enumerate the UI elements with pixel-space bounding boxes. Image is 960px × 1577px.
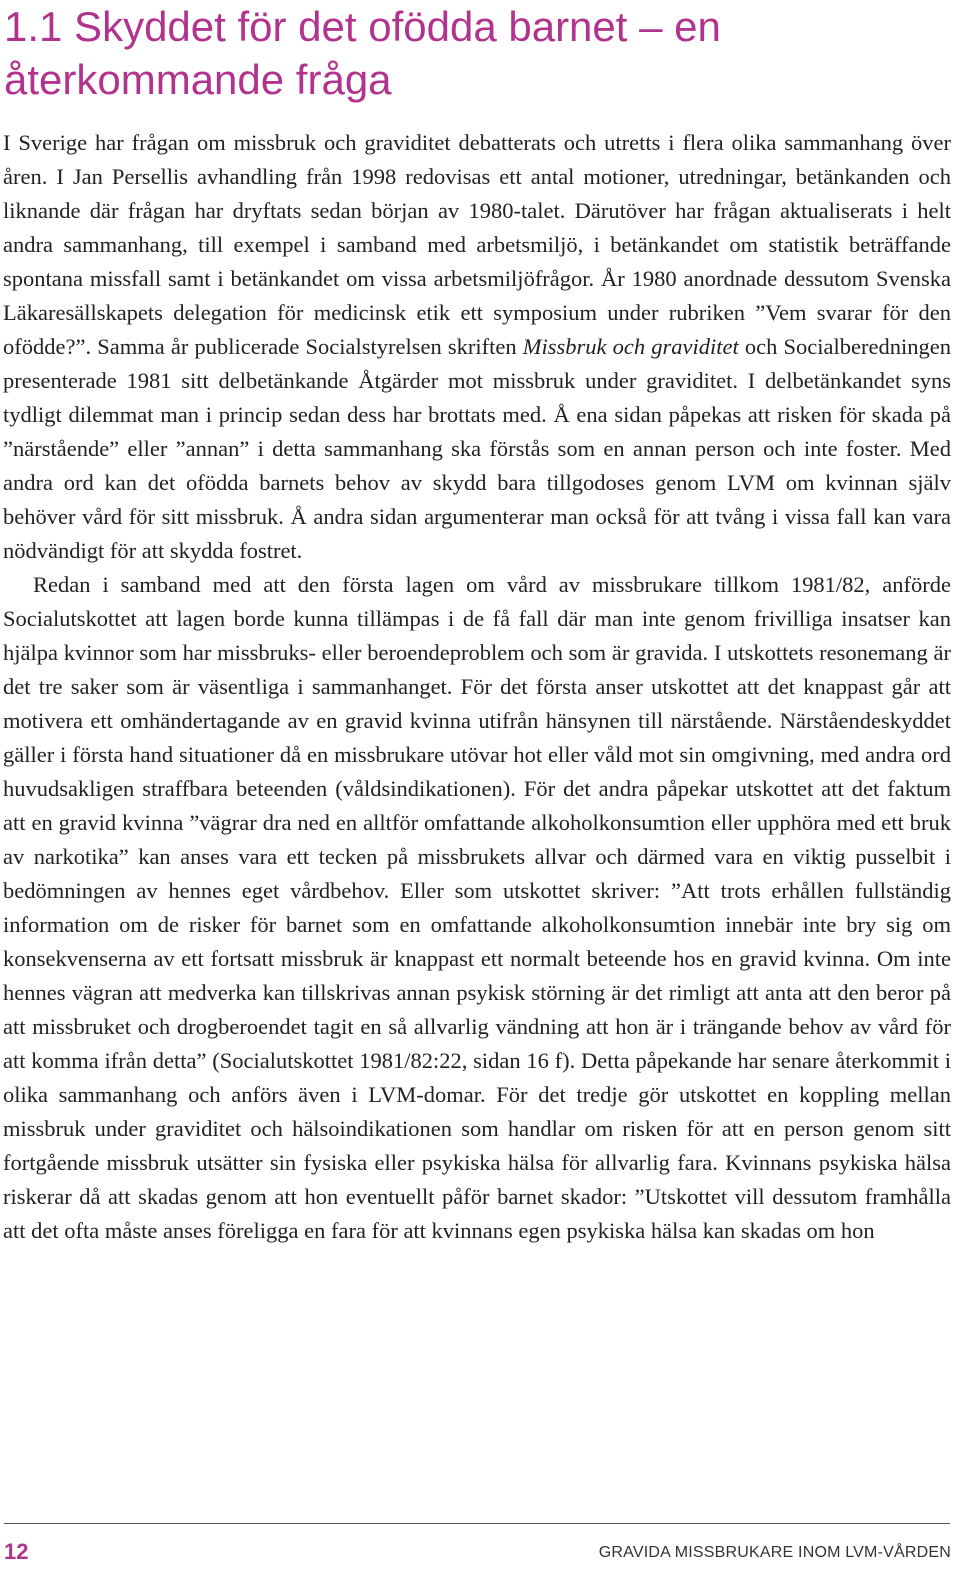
- paragraph-1: [3, 126, 951, 568]
- paragraph-1-part-1: I Sverige har frågan om missbruk och graviditet debatterats och utretts i flera olika sammanhang över åren. I Jan Persellis avhandling från 1998 redovisas ett antal motioner, utredningar, betänkanden och liknande där frågan har dryftats sedan början av 1980-talet. Därutöver har frågan aktualiserats i helt andra sammanhang, till exempel i samband med arbetsmiljö, i betänkandet om statistik beträffande spontana missfall samt i betänkandet om vissa arbetsmiljöfrågor. År 1980 anordnade dessutom Svenska Läkaresällskapets delegation för medicinsk etik ett symposium under rubriken ”Vem svarar för den ofödde?”. Samma år publicerade Socialstyrelsen skriften: [3, 130, 951, 359]
- footer-divider: [4, 1523, 950, 1524]
- paragraph-2: Redan i samband med att den första lagen om vård av missbrukare tillkom 1981/82, anförde Socialutskottet att lagen borde kunna tillämpas i de få fall där man inte genom frivilliga insatser kan hjälpa kvinnor som har missbruks- eller beroendeproblem och som är gravida. I utskottets resonemang är det tre saker som är väsentliga i sammanhanget. För det första anser utskottet att det knappast går att motivera ett omhändertagande av en gravid kvinna utifrån hänsynen till närstående. Närståendeskyddet gäller i första hand situationer då en missbrukare utövar hot eller våld mot sin omgivning, med andra ord huvudsakligen straffbara beteenden (våldsindikationen). För det andra påpekar utskottet att det faktum att en gravid kvinna ”vägrar dra ned en alltför omfattande alkoholkonsumtion eller upphöra med ett bruk av narkotika” kan anses vara ett tecken på missbrukets allvar och därmed vara en viktig pusselbit i bedömningen av hennes eget vårdbehov. Eller som utskottet skriver: ”Att trots erhållen fullständig information om de risker för barnet som en omfattande alkoholkonsumtion innebär inte bry sig om konsekvenserna av ett fortsatt missbruk är knappast ett normalt beteende hos en gravid kvinna. Om inte hennes vägran att medverka kan tillskrivas annan psykisk störning är det rimligt att anta att den beror på att missbruket och drogberoendet tagit en så allvarlig vändning att hon är i trängande behov av vård för att komma ifrån detta” (Socialutskottet 1981/82:22, sidan 16 f). Detta påpekande har senare återkommit i olika sammanhang och anförs även i LVM-domar. För det tredje gör utskottet en koppling mellan missbruk under graviditet och hälsoindikationen som handlar om risken för att en person genom sitt fortgående missbruk utsätter sin fysiska eller psykiska hälsa för allvarlig fara. Kvinnans psykiska hälsa riskerar då att skadas genom att hon eventuellt påför barnet skador: ”Utskottet vill dessutom framhålla att det ofta måste anses föreligga en fara för att kvinnans egen psykiska hälsa kan skadas om hon: [3, 572, 951, 1243]
- page-number: 12: [4, 1539, 29, 1564]
- body-text: [3, 126, 951, 1248]
- publication-title-italic: Missbruk och graviditet: [522, 334, 739, 359]
- section-heading: 1.1 Skyddet för det ofödda barnet – en återkommande fråga: [4, 3, 721, 103]
- running-title: GRAVIDA MISSBRUKARE INOM LVM-VÅRDEN: [598, 1544, 951, 1561]
- paragraph-1-part-2: och Socialberedningen presenterade 1981 sitt delbetänkande Åtgärder mot missbruk under graviditet. I delbetänkandet syns tydligt dilemmat man i princip sedan dess har brottats med. Å ena sidan påpekas att risken för skada på ”närstående” eller ”annan” i detta sammanhang ska förstås som en annan person och inte foster. Med andra ord kan det ofödda barnets behov av skydd bara tillgodoses genom LVM om kvinnan själv behöver vård för sitt missbruk. Å andra sidan argumenterar man också för att tvång i vissa fall kan vara nödvändigt för att skydda fostret.: [3, 334, 951, 563]
